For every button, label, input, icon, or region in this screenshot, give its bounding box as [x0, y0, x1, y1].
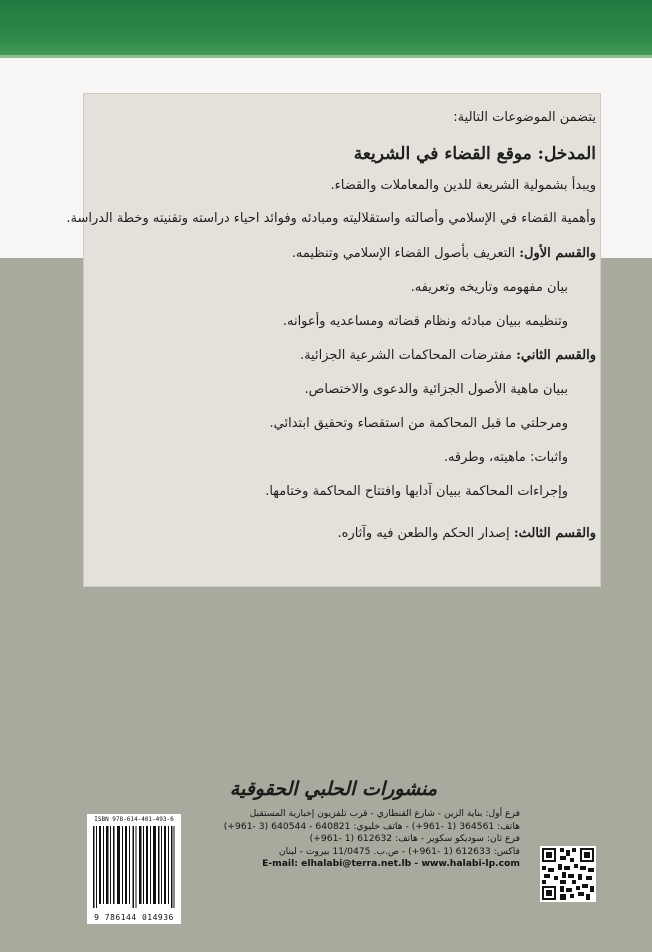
section-1-item: وتنظيمه ببيان مبادئه ونظام قضاته ومساعديه وأعوانه.	[282, 314, 568, 329]
section-2-item: وإجراءات المحاكمة ببيان آدابها وافتتاح المحاكمة وختامها.	[265, 484, 568, 499]
isbn-barcode	[87, 814, 181, 924]
publisher-address	[200, 808, 520, 871]
address-line: فاكس: 612633 (1 -961+) - ص.ب. 11/0475 بيروت - لبنان	[278, 845, 520, 857]
address-line: فرع ثان: سوديكو سكوير - هاتف: 612632 (1 -961+)	[309, 833, 520, 845]
section-2-text: مفترضات المحاكمات الشرعية الجزائية.	[299, 348, 512, 363]
intro-heading	[56, 142, 596, 166]
barcode-bars-icon	[93, 826, 175, 908]
section-3-title	[56, 524, 596, 544]
heading-label: المدخل:	[537, 144, 596, 164]
contents-text	[56, 108, 596, 558]
top-green-band	[0, 0, 652, 58]
address-line: هاتف: 364561 (1 -961+) - هاتف خليوي: 640821 - 640544 (3 -961+)	[223, 820, 520, 832]
qr-code-icon	[540, 846, 596, 902]
intro-line-1: ويبدأ بشمولية الشريعة للدين والمعاملات والقضاء.	[330, 178, 596, 193]
section-2-title	[56, 346, 596, 366]
section-3-text: إصدار الحكم والطعن فيه وآثاره.	[337, 526, 510, 541]
barcode-digits: 9 786144 014936	[94, 913, 174, 922]
intro-text: يتضمن الموضوعات التالية:	[453, 110, 596, 125]
section-2-label: والقسم الثاني:	[516, 348, 596, 363]
section-1-text: التعريف بأصول القضاء الإسلامي وتنظيمه.	[291, 246, 516, 261]
section-3-label: والقسم الثالث:	[513, 526, 596, 541]
section-2-item: ومرحلتي ما قبل المحاكمة من استقصاء وتحقيق ابتدائي.	[269, 416, 568, 431]
isbn-text: ISBN 978-614-401-493-6	[94, 816, 174, 823]
publisher-logo-text: منشورات الحلبي الحقوقية	[229, 778, 437, 800]
intro-line-2: وأهمية القضاء في الإسلامي وأصالته واستقلاليته ومبادئه وفوائد احياء دراسته وتقنيته وخطة الدراسة.	[66, 211, 596, 226]
heading-title: موقع القضاء في الشريعة	[353, 144, 532, 164]
address-line: فرع أول: بناية الزين - شارع القنطاري - قرب تلفزيون إخبارية المستقبل	[249, 808, 520, 819]
section-2-item: ببيان ماهية الأصول الجزائية والدعوى والاختصاص.	[304, 382, 568, 397]
section-1-title	[56, 244, 596, 264]
section-1-label: والقسم الأول:	[519, 246, 596, 261]
email-website-line: E-mail: elhalabi@terra.net.lb - www.halabi-lp.com	[262, 858, 520, 870]
section-2-item: واثبات: ماهيته، وطرقه.	[443, 450, 568, 465]
section-1-item: بيان مفهومه وتاريخه وتعريفه.	[410, 280, 568, 295]
